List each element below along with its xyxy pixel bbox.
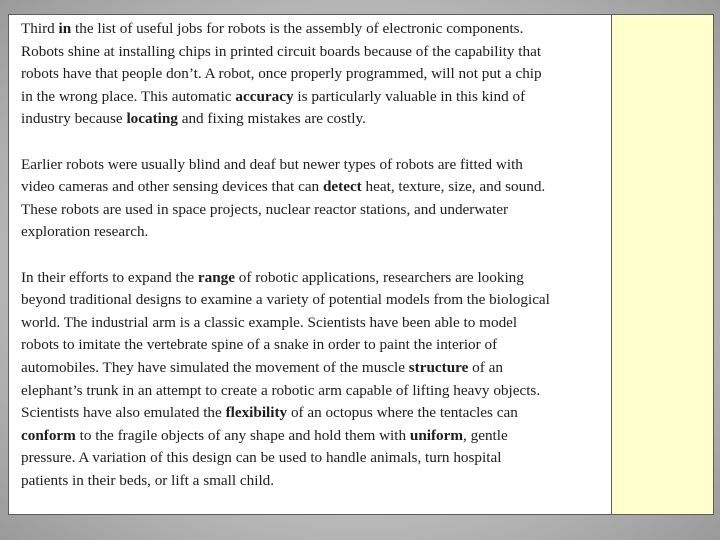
paragraph-gap: [21, 131, 607, 154]
paragraph-line: robots have that people don’t. A robot, once properly programmed, will not put a chip: [21, 65, 542, 83]
paragraph-line: Robots shine at installing chips in printed circuit boards because of the capability that: [21, 42, 542, 60]
paragraph-line: Third in the list of useful jobs for robots is the assembly of electronic components.: [21, 20, 524, 37]
paragraph-line: pressure. A variation of this design can be used to handle animals, turn hospital: [21, 449, 502, 467]
document-table: [8, 14, 714, 515]
document-text: [21, 18, 607, 492]
emphasized-term: locating: [126, 110, 178, 128]
paragraph-line: video cameras and other sensing devices that can detect heat, texture, size, and sound.: [21, 178, 546, 196]
emphasized-term: range: [197, 268, 235, 286]
paragraph-line: elephant’s trunk in an attempt to create a robotic arm capable of lifting heavy objects.: [21, 381, 541, 399]
paragraph-line: conform to the fragile objects of any shape and hold them with uniform, gentle: [21, 426, 508, 444]
paragraph-line: robots to imitate the vertebrate spine of a snake in order to paint the interior of: [21, 336, 498, 354]
paragraph-3: [21, 267, 607, 493]
paragraph-line: These robots are used in space projects, nuclear reactor stations, and underwater: [21, 200, 509, 218]
paragraph-1: [21, 18, 607, 131]
highlight-column: [612, 15, 713, 514]
paragraph-gap: [21, 244, 607, 267]
paragraph-line: In their efforts to expand the range of robotic applications, researchers are looking: [21, 268, 524, 286]
emphasized-term: structure: [408, 358, 469, 376]
text-column: [9, 15, 612, 514]
paragraph-line: exploration research.: [21, 223, 149, 241]
paragraph-line: world. The industrial arm is a classic example. Scientists have been able to model: [21, 313, 518, 331]
emphasized-term: conform: [21, 426, 76, 444]
paragraph-line: industry because locating and fixing mistakes are costly.: [21, 110, 366, 128]
paragraph-line: Earlier robots were usually blind and deaf but newer types of robots are fitted with: [21, 155, 523, 173]
emphasized-term: detect: [322, 178, 362, 196]
paragraph-line: Scientists have also emulated the flexibility of an octopus where the tentacles can: [21, 404, 518, 422]
emphasized-term: flexibility: [225, 404, 288, 422]
emphasized-term: uniform: [409, 426, 464, 444]
paragraph-line: in the wrong place. This automatic accuracy is particularly valuable in this kind of: [21, 87, 526, 105]
paragraph-line: automobiles. They have simulated the movement of the muscle structure of an: [21, 358, 503, 376]
paragraph-2: [21, 154, 607, 244]
emphasized-term: accuracy: [235, 87, 294, 105]
emphasized-term: in: [58, 20, 72, 37]
paragraph-line: patients in their beds, or lift a small child.: [21, 471, 275, 489]
paragraph-line: beyond traditional designs to examine a variety of potential models from the biological: [21, 291, 550, 309]
